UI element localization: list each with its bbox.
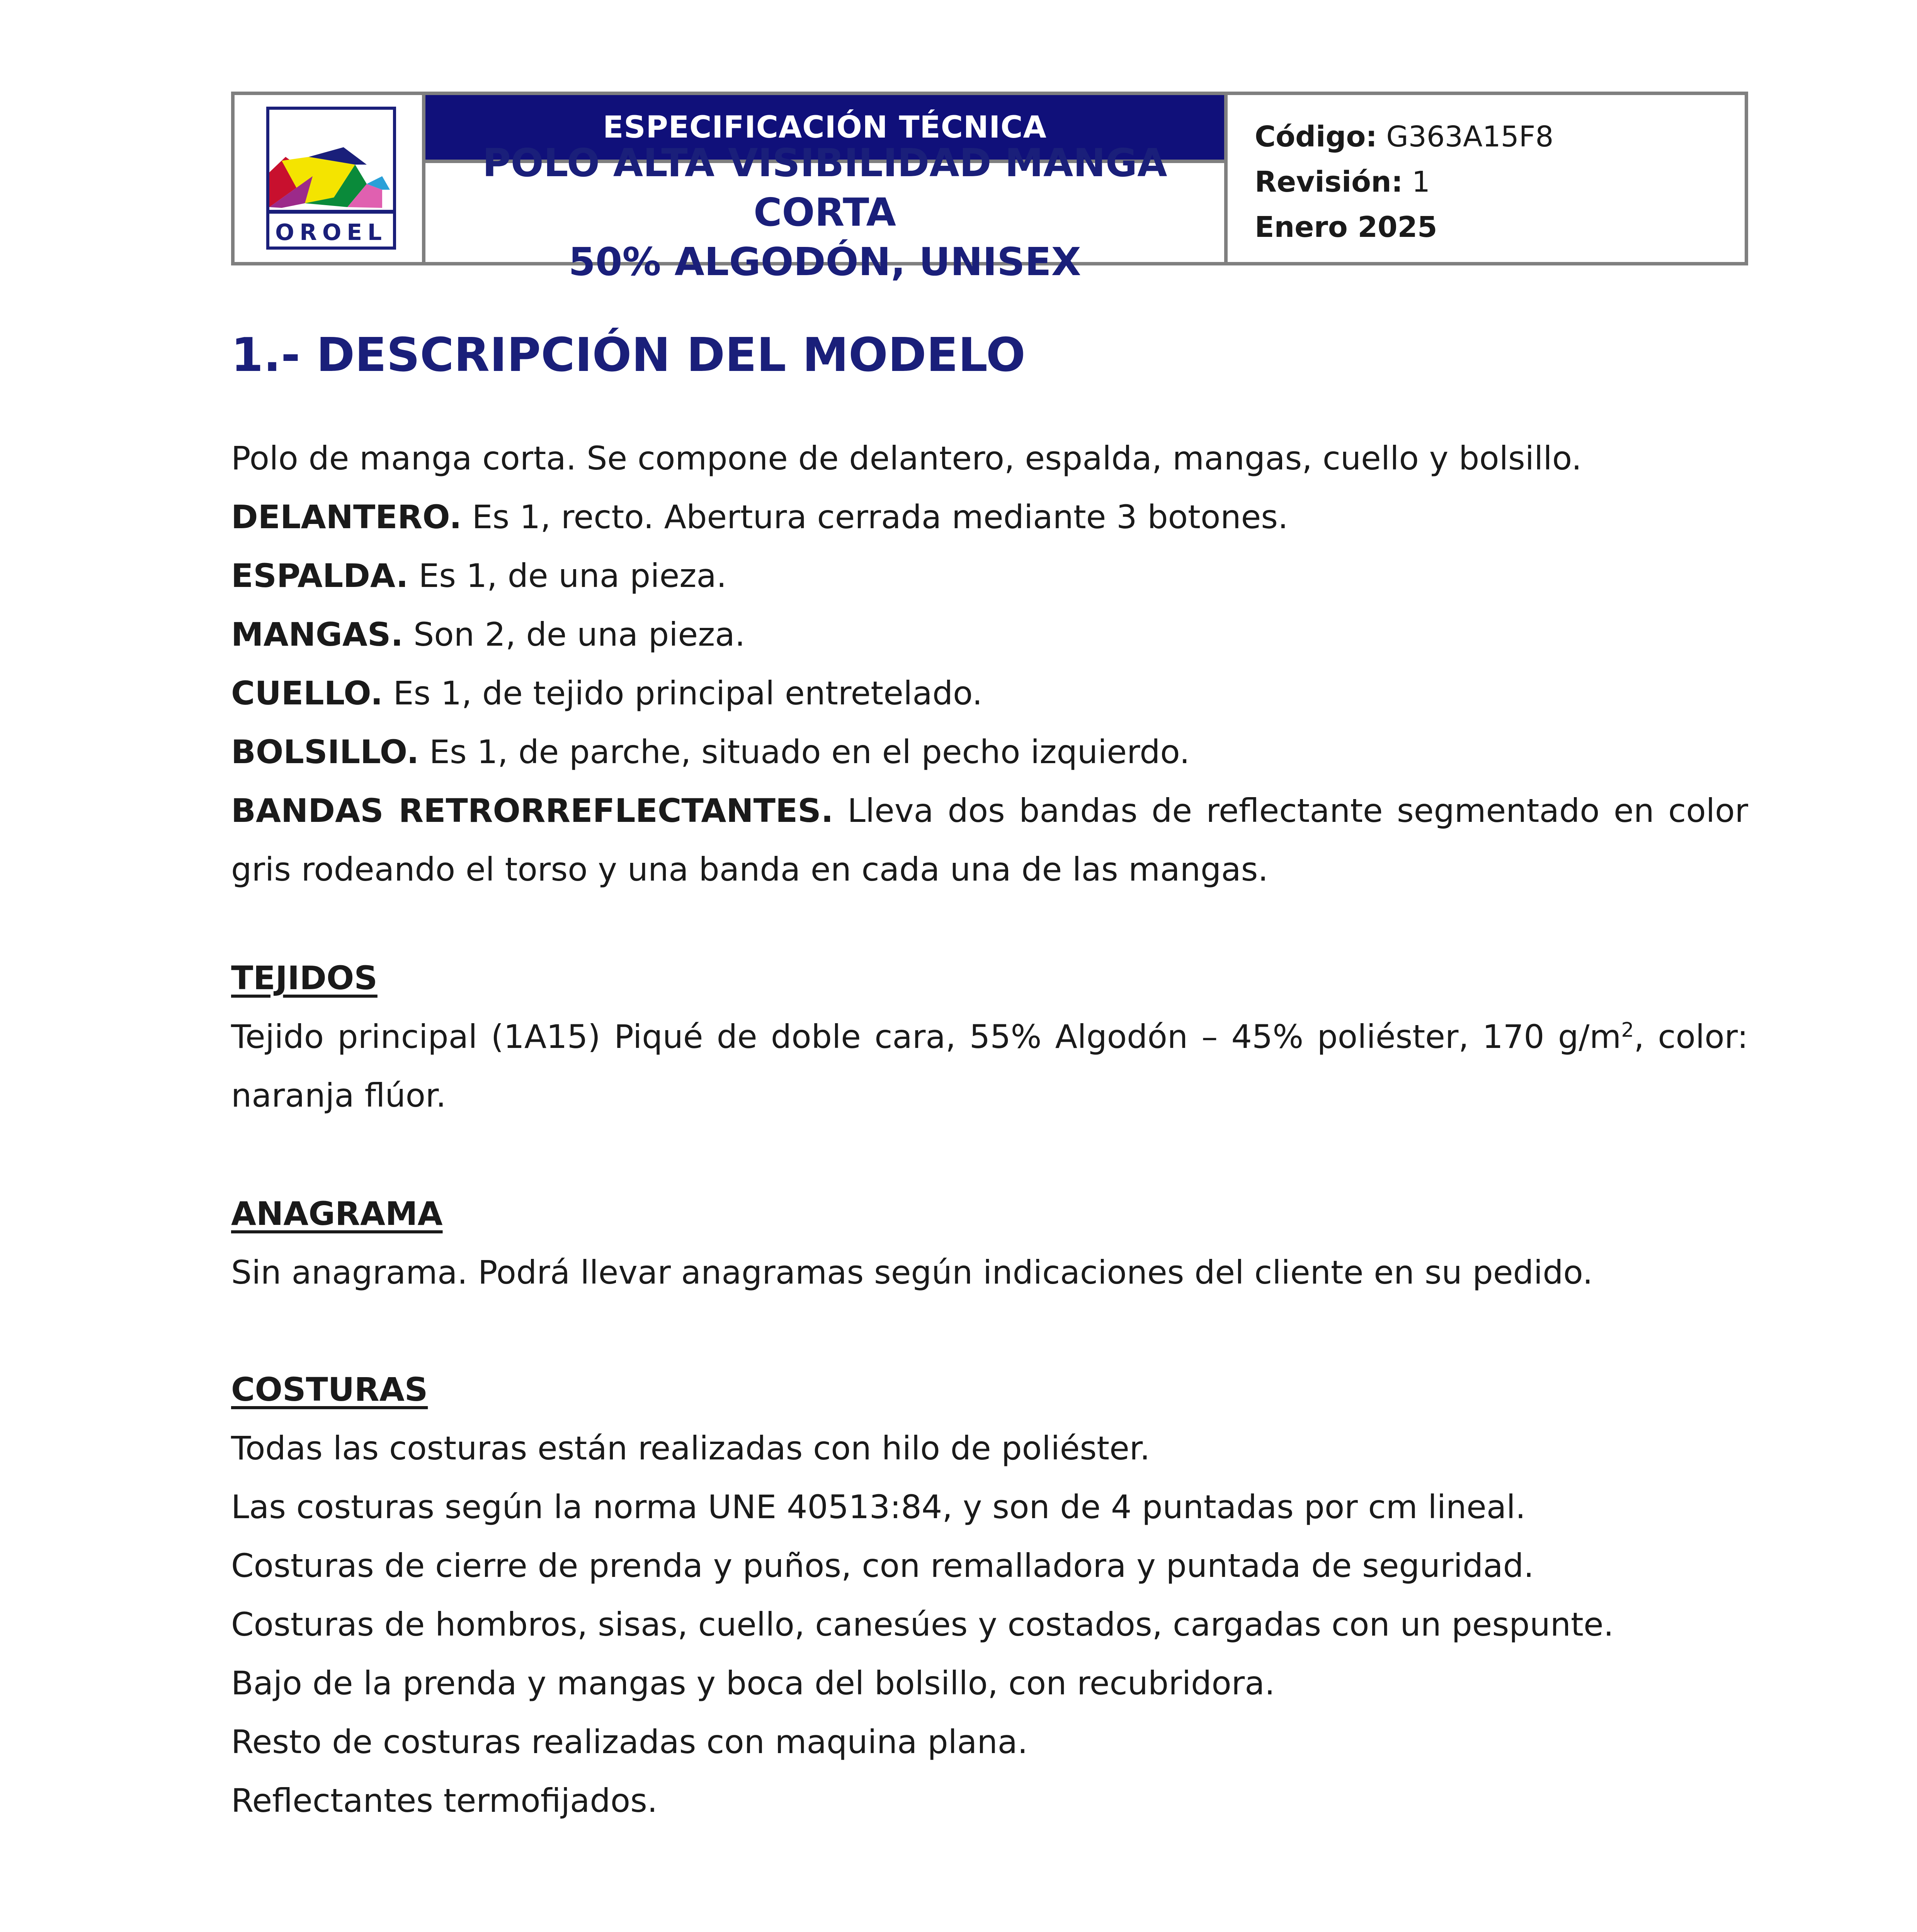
tejidos-text-a: Tejido principal (1A15) Piqué de doble cara, 55% Algodón – 45% poliéster, 170 g/m (231, 1018, 1621, 1056)
document-header (231, 92, 1748, 284)
costuras-line: Resto de costuras realizadas con maquina plana. (231, 1723, 1028, 1761)
costuras-title: COSTURAS (231, 1371, 428, 1408)
description-intro: Polo de manga corta. Se compone de delantero, espalda, mangas, cuello y bolsillo. (231, 439, 1582, 477)
costuras-line: Reflectantes termofijados. (231, 1782, 658, 1820)
item-label: ESPALDA. (231, 557, 408, 595)
date-row (1255, 205, 1745, 250)
costuras-section (231, 1360, 1748, 1830)
item-text: Son 2, de una pieza. (413, 616, 745, 653)
item-label: BANDAS RETRORREFLECTANTES. (231, 792, 833, 830)
product-title (425, 140, 1224, 284)
tejidos-section (231, 949, 1748, 1125)
costuras-line: Costuras de hombros, sisas, cuello, canesúes y costados, cargadas con un pespunte. (231, 1605, 1614, 1643)
item-text: Es 1, recto. Abertura cerrada mediante 3 botones. (472, 498, 1288, 536)
logo-cell (235, 95, 425, 262)
codigo-value: G363A15F8 (1386, 120, 1554, 153)
date-value: Enero 2025 (1255, 211, 1437, 244)
title-cell (425, 95, 1228, 284)
codigo-label: Código: (1255, 120, 1377, 153)
tejidos-text-b: , color: naranja flúor. (231, 1018, 1748, 1114)
anagrama-title: ANAGRAMA (231, 1195, 443, 1233)
costuras-line: Bajo de la prenda y mangas y boca del bolsillo, con recubridora. (231, 1664, 1275, 1702)
section-heading: 1.- DESCRIPCIÓN DEL MODELO (231, 328, 1026, 382)
item-label: DELANTERO. (231, 498, 462, 536)
tejidos-title: TEJIDOS (231, 959, 378, 997)
product-title-line2: 50% ALGODÓN, UNISEX (568, 239, 1081, 284)
revision-row (1255, 160, 1745, 205)
item-text: Es 1, de una pieza. (418, 557, 727, 595)
logo-text: OROEL (275, 219, 387, 245)
tejidos-superscript: 2 (1621, 1019, 1634, 1042)
description-block (231, 429, 1748, 899)
revision-label: Revisión: (1255, 165, 1403, 199)
costuras-line: Costuras de cierre de prenda y puños, con remalladora y puntada de seguridad. (231, 1547, 1534, 1585)
item-label: MANGAS. (231, 616, 403, 653)
costuras-line: Todas las costuras están realizadas con hilo de poliéster. (231, 1429, 1150, 1467)
anagrama-text: Sin anagrama. Podrá llevar anagramas según indicaciones del cliente en su pedido. (231, 1253, 1593, 1291)
anagrama-section (231, 1184, 1748, 1302)
codigo-row (1255, 114, 1745, 160)
oroel-logo-graphic (266, 107, 396, 250)
spec-band-title: ESPECIFICACIÓN TÉCNICA (603, 110, 1047, 145)
item-text: Es 1, de parche, situado en el pecho izquierdo. (429, 733, 1190, 771)
product-title-line1: POLO ALTA VISIBILIDAD MANGA CORTA (482, 140, 1167, 235)
item-bolsillo (231, 723, 1748, 781)
item-bandas (231, 781, 1748, 899)
item-cuello (231, 664, 1748, 723)
oroel-logo (266, 107, 396, 250)
item-label: BOLSILLO. (231, 733, 419, 771)
item-text: Es 1, de tejido principal entretelado. (393, 674, 983, 712)
costuras-line: Las costuras según la norma UNE 40513:84, y son de 4 puntadas por cm lineal. (231, 1488, 1526, 1526)
item-espalda (231, 546, 1748, 605)
item-text: Lleva dos bandas de reflectante segmentado en color gris rodeando el torso y una banda en cada una de las mangas. (231, 792, 1748, 888)
item-mangas (231, 605, 1748, 664)
item-delantero (231, 488, 1748, 546)
item-label: CUELLO. (231, 674, 383, 712)
revision-value: 1 (1412, 165, 1430, 199)
meta-cell (1228, 95, 1745, 262)
tejidos-text (231, 1007, 1748, 1125)
